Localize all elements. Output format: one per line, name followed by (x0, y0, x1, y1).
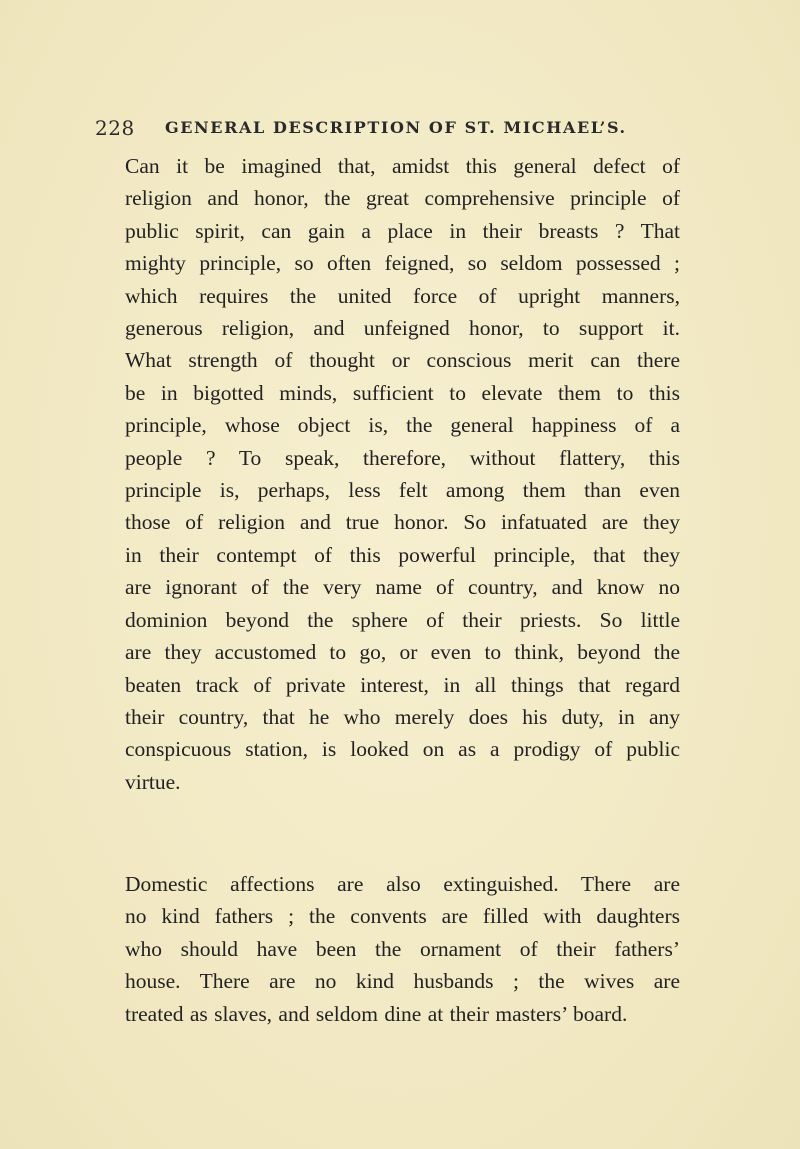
text-line: Can it be imagined that, amidst this general defect of (125, 154, 680, 178)
text-line: What strength of thought or conscious merit can there (125, 348, 680, 373)
text-line: principle, whose object is, the general happiness of a (125, 413, 680, 438)
paragraph-2 (125, 868, 680, 1030)
running-head-title: GENERAL DESCRIPTION OF ST. MICHAEL’S. (165, 118, 627, 137)
text-line: people ? To speak, therefore, without flattery, this (125, 445, 680, 470)
text-line: their country, that he who merely does his duty, in any (125, 704, 680, 729)
text-line: are ignorant of the very name of country, and know no (125, 575, 680, 600)
text-line: house. There are no kind husbands ; the wives are (125, 969, 680, 994)
text-line: mighty principle, so often feigned, so seldom possessed ; (125, 251, 680, 276)
text-line: who should have been the ornament of their fathers’ (125, 936, 680, 961)
text-line: principle is, perhaps, less felt among them than even (125, 478, 680, 503)
text-line: religion and honor, the great comprehensive principle of (125, 186, 680, 211)
text-line: which requires the united force of upright manners, (125, 283, 680, 308)
text-line: no kind fathers ; the convents are filled with daughters (125, 904, 680, 929)
text-line: those of religion and true honor. So infatuated are they (125, 510, 680, 535)
page-number: 228 (95, 116, 135, 140)
text-line: virtue. (125, 769, 181, 794)
text-line: conspicuous station, is looked on as a prodigy of public (125, 737, 680, 762)
text-line: treated as slaves, and seldom dine at their masters’ board. (125, 1001, 628, 1026)
text-line: beaten track of private interest, in all things that regard (125, 672, 680, 697)
running-head (95, 116, 695, 142)
text-line: Domestic affections are also extinguished. There are (125, 872, 680, 896)
text-line: public spirit, can gain a place in their breasts ? That (125, 218, 680, 243)
paragraph-1 (125, 150, 680, 798)
text-line: be in bigotted minds, sufficient to elevate them to this (125, 380, 680, 405)
text-line: generous religion, and unfeigned honor, to support it. (125, 316, 680, 341)
text-line: are they accustomed to go, or even to think, beyond the (125, 640, 680, 665)
text-line: in their contempt of this powerful principle, that they (125, 542, 680, 567)
text-line: dominion beyond the sphere of their priests. So little (125, 607, 680, 632)
